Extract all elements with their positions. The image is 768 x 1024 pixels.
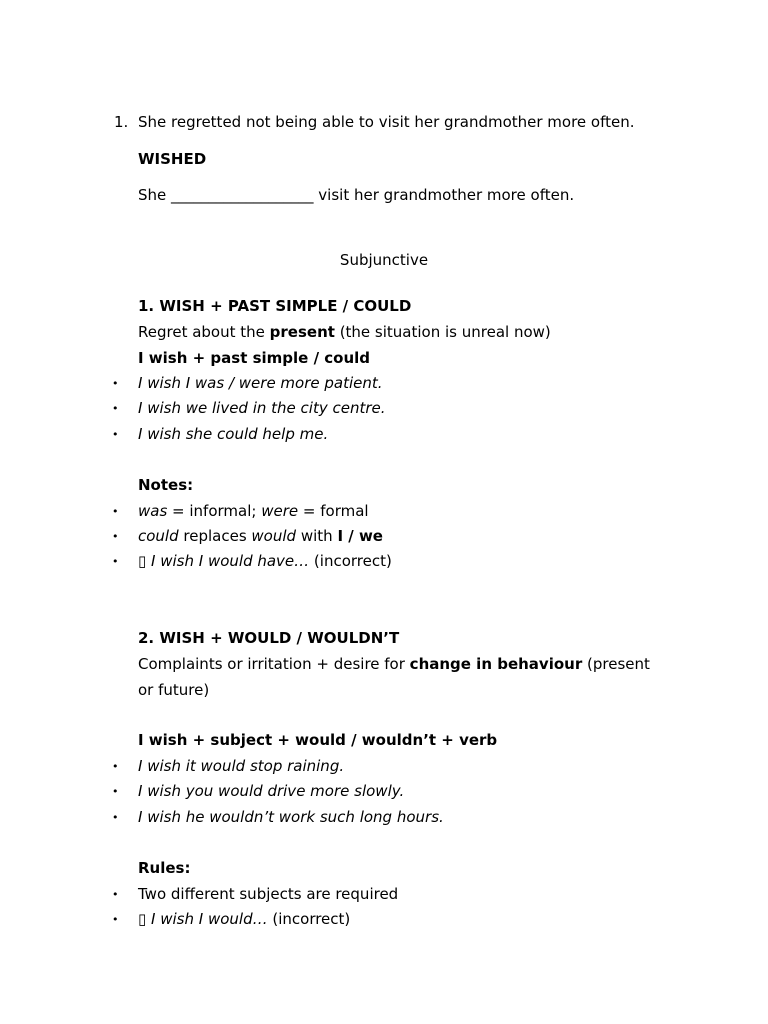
missing-glyph-icon: ▯ xyxy=(138,552,147,570)
section1-title: 1. WISH + PAST SIMPLE / COULD xyxy=(138,297,412,315)
section2-description: Complaints or irritation + desire for change in behaviour (present xyxy=(138,655,650,673)
section1-example-2: I wish we lived in the city centre. xyxy=(138,399,386,417)
notes-label: Notes: xyxy=(138,476,194,494)
section2-description-cont: or future) xyxy=(138,681,210,699)
exercise-prompt: She regretted not being able to visit her grandmother more often. xyxy=(138,113,635,131)
exercise-number: 1. xyxy=(114,113,129,131)
exercise-answer-line: She ___________________ visit her grandmother more often. xyxy=(138,186,575,204)
section2-example-3: I wish he wouldn’t work such long hours. xyxy=(138,808,444,826)
note-1: was = informal; were = formal xyxy=(138,502,369,520)
note-2: could replaces would with I / we xyxy=(138,527,383,545)
missing-glyph-icon: ▯ xyxy=(138,910,147,928)
section2-example-1: I wish it would stop raining. xyxy=(138,757,345,775)
section1-example-3: I wish she could help me. xyxy=(138,425,329,443)
section1-formula: I wish + past simple / could xyxy=(138,349,371,367)
section2-title: 2. WISH + WOULD / WOULDN’T xyxy=(138,629,400,647)
bullet: • xyxy=(112,530,119,543)
rule-2: ▯ I wish I would… (incorrect) xyxy=(138,910,351,928)
section2-example-2: I wish you would drive more slowly. xyxy=(138,782,405,800)
section1-example-1: I wish I was / were more patient. xyxy=(138,374,383,392)
exercise-keyword: WISHED xyxy=(138,150,207,168)
bullet: • xyxy=(112,811,119,824)
section2-formula: I wish + subject + would / wouldn’t + verb xyxy=(138,731,498,749)
note-3: ▯ I wish I would have… (incorrect) xyxy=(138,552,392,570)
rules-label: Rules: xyxy=(138,859,191,877)
bullet: • xyxy=(112,402,119,415)
rule-1: Two different subjects are required xyxy=(138,885,399,903)
bullet: • xyxy=(112,428,119,441)
section1-description: Regret about the present (the situation is unreal now) xyxy=(138,323,551,341)
subjunctive-heading: Subjunctive xyxy=(339,251,429,269)
bullet: • xyxy=(112,555,119,568)
bullet: • xyxy=(112,888,119,901)
bullet: • xyxy=(112,760,119,773)
bullet: • xyxy=(112,785,119,798)
bullet: • xyxy=(112,913,119,926)
bullet: • xyxy=(112,377,119,390)
bullet: • xyxy=(112,505,119,518)
